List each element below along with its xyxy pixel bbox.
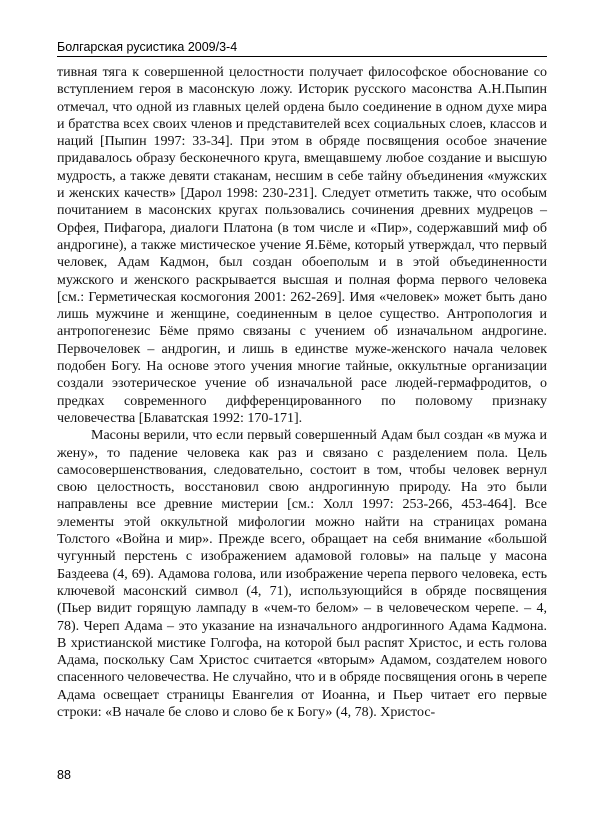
article-body	[57, 64, 547, 721]
page-number: 88	[57, 768, 71, 782]
header-rule	[57, 56, 547, 57]
paragraph-masons: Масоны верили, что если первый совершенный Адам был создан «в мужа и жену», то падение человека как раз и связано с разделением пола. Цель самосовершенствования, следовательно, состоит в том, чтобы человек вернул свою целостность, восстановил свою андрогинную природу. На это были направлены все древние мистерии [см.: Холл 1997: 253-266, 453-464]. Все элементы этой оккультной мифологии можно найти на страницах романа Толстого «Война и мир». Прежде всего, обращает на себя внимание «большой чугунный перстень с изображением адамовой головы» на пальце у масона Баздеева (4, 69). Адамова голова, или изображение черепа первого человека, есть ключевой масонский символ (4, 71), использующийся в обряде посвящения (Пьер видит горящую лампаду в «чем-то белом» – в человеческом черепе. – 4, 78). Череп Адама – это указание на изначального андрогинного Адама Кадмона. В христианской мистике Голгофа, на которой был распят Христос, и есть голова Адама, поскольку Сам Христос считается «вторым» Адамом, создателем нового спасенного человечества. Не случайно, что и в обряде посвящения огонь в черепе Адама освещает страницы Евангелия от Иоанна, и Пьер читает его первые строки: «В начале бе слово и слово бе к Богу» (4, 78). Христос-	[57, 428, 547, 720]
running-header: Болгарская русистика 2009/3-4	[57, 40, 238, 54]
paragraph-continuation: тивная тяга к совершенной целостности получает философское обоснование со вступлением героя в масонскую ложу. Историк русского масонства А.Н.Пыпин отмечал, что одной из главных целей ордена было соединение в одном духе мира и братства всех своих членов и представителей всех социальных слоев, классов и наций [Пыпин 1997: 33-34]. При этом в обряде посвящения особое значение придавалось образу бесконечного круга, вмещавшему любое создание и высшую мудрость, а также девяти стаканам, несшим в себе тайну объединения «мужских и женских качеств» [Дарол 1998: 230-231]. Следует отметить также, что особым почитанием в масонских кругах пользовались сочинения древних мудрецов – Орфея, Пифагора, диалоги Платона (в том числе и «Пир», содержавший миф об андрогине), а также мистическое учение Я.Бёме, который утверждал, что первый человек, Адам Кадмон, был создан обоеполым и в этой объединенности мужского и женского раскрывается высшая и полная форма первого человека [см.: Герметическая космогония 2001: 262-269]. Имя «человек» может быть дано лишь мужчине и женщине, соединенным в целое существо. Антропология и антропогенезис Бёме прямо связаны с учением об изначальном андрогине. Первочеловек – андрогин, и лишь в единстве муже-женского начала человек подобен Богу. На основе этого учения многие тайные, оккультные организации создали эзотерическое учение об изначальной расе людей-гермафродитов, о предках современного дифференцированного по половому признаку человечества [Блаватская 1992: 170-171].	[57, 65, 547, 426]
